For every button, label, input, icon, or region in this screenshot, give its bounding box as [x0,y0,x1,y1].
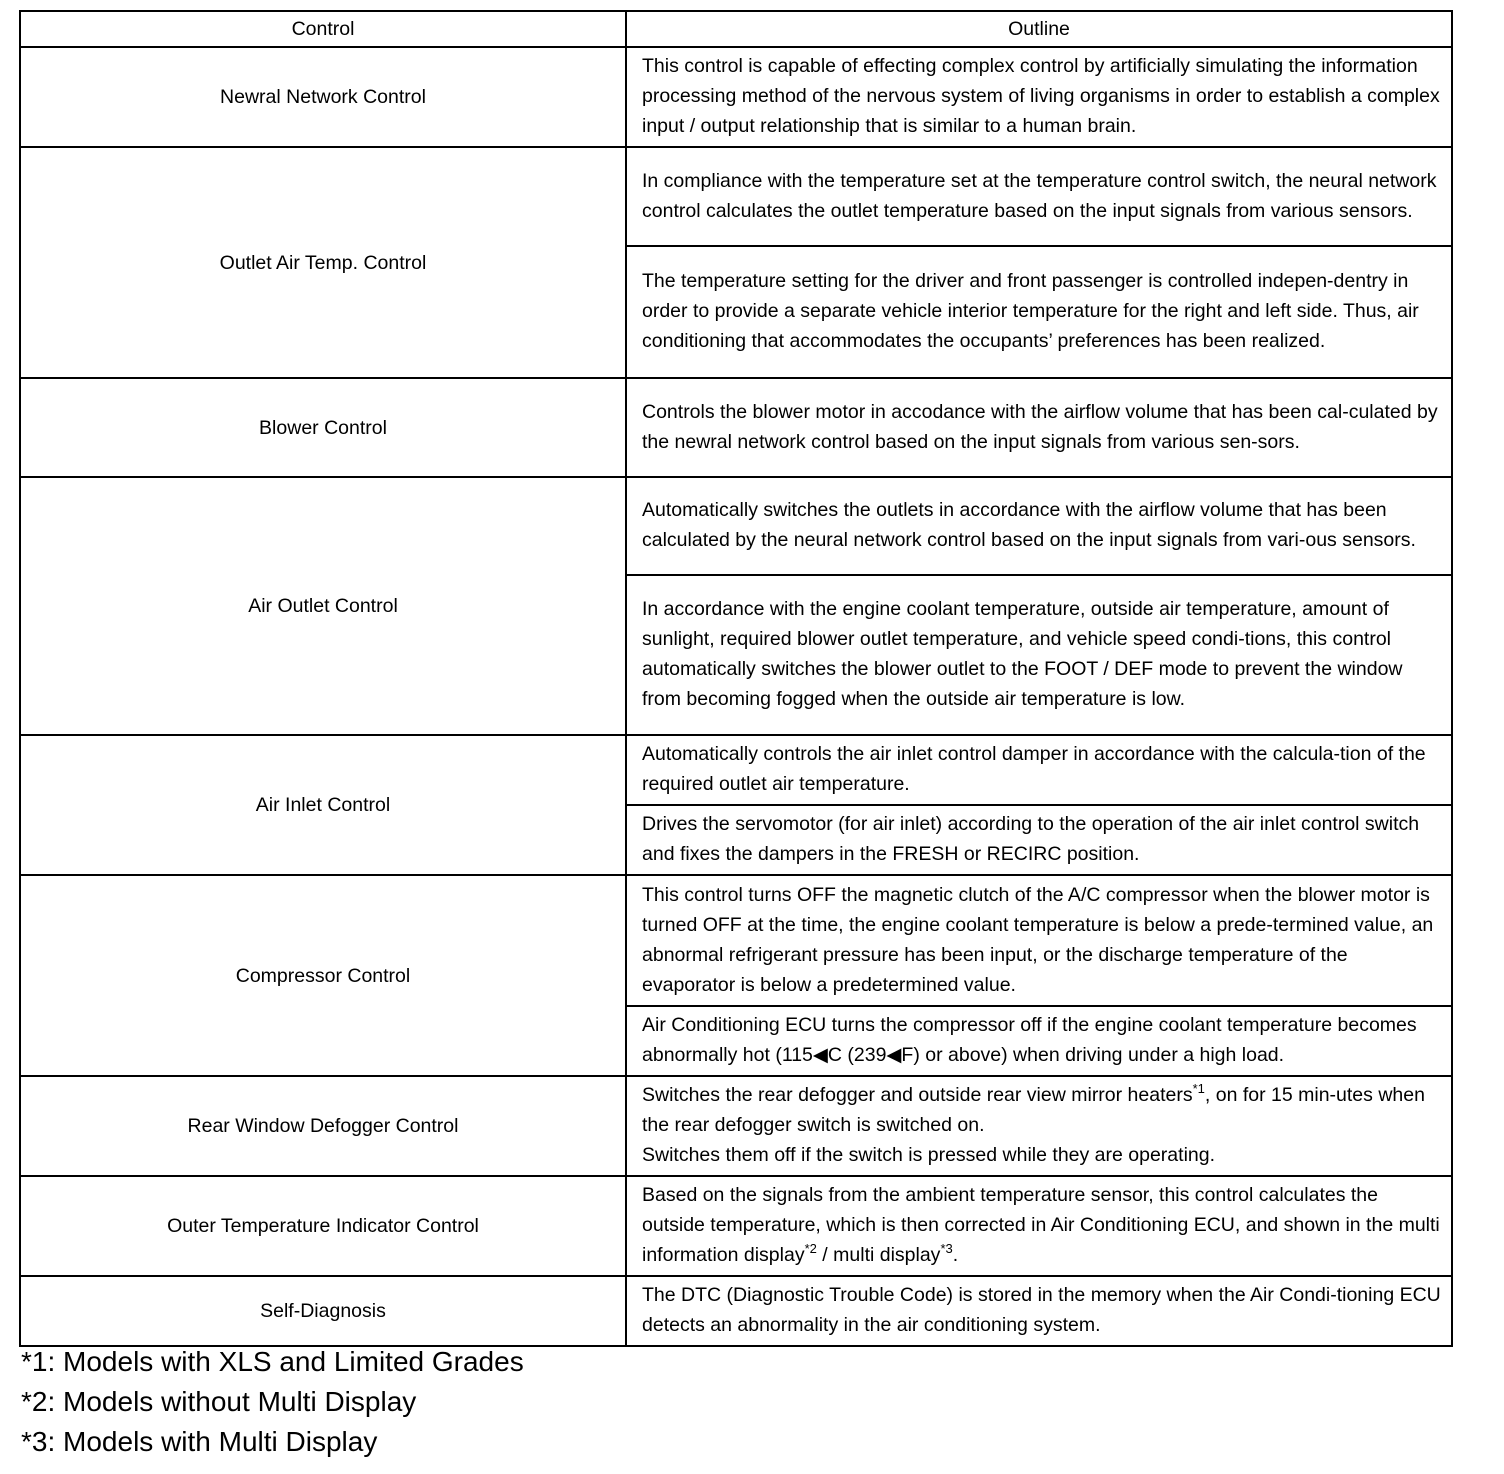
table-row [20,378,1452,477]
outline-text-part: , on for 15 min-utes when the rear defogger switch is switched on. [642,1084,1425,1136]
table-row [20,147,1452,246]
outline-text: In accordance with the engine coolant temperature, outside air temperature, amount of sunlight, required blower outlet temperature, and vehicle speed condi-tions, this control automatically switches the blower outlet to the FOOT / DEF mode to prevent the window from becoming fogged when the outside air temperature is low. [626,575,1452,735]
footnote-ref: *1 [1192,1081,1205,1096]
outline-text-part: / multi display [816,1244,941,1266]
footnote: *3: Models with Multi Display [21,1426,378,1457]
outline-text: The DTC (Diagnostic Trouble Code) is stored in the memory when the Air Condi-tioning ECU detects an abnormality in the air conditioning system. [626,1276,1452,1346]
table-row [20,1176,1452,1276]
table-row [20,875,1452,1006]
outline-text-part: . [952,1244,959,1266]
table-row [20,1076,1452,1176]
table-row [20,735,1452,805]
outline-text: In compliance with the temperature set at the temperature control switch, the neural network control calculates the outlet temperature based on the input signals from various sensors. [626,147,1452,246]
control-name: Rear Window Defogger Control [20,1076,626,1176]
control-name: Air Inlet Control [20,735,626,875]
header-control: Control [20,11,626,47]
footnote: *1: Models with XLS and Limited Grades [21,1346,524,1377]
table-row [20,1276,1452,1346]
outline-text: Drives the servomotor (for air inlet) according to the operation of the air inlet control switch and fixes the dampers in the FRESH or RECIRC position. [626,805,1452,875]
control-name: Compressor Control [20,875,626,1076]
control-name: Blower Control [20,378,626,477]
control-name: Outer Temperature Indicator Control [20,1176,626,1276]
control-name: Outlet Air Temp. Control [20,147,626,378]
outline-text: Automatically switches the outlets in accordance with the airflow volume that has been calculated by the neural network control based on the input signals from vari-ous sensors. [626,477,1452,575]
outline-text: Air Conditioning ECU turns the compressor off if the engine coolant temperature becomes abnormally hot (115◀C (239◀F) or above) when driving under a high load. [626,1006,1452,1076]
footnote: *2: Models without Multi Display [21,1386,417,1417]
outline-text: Automatically controls the air inlet control damper in accordance with the calcula-tion of the required outlet air temperature. [626,735,1452,805]
outline-text-part: Based on the signals from the ambient temperature sensor, this control calculates the outside temperature, which is then corrected in Air Conditioning ECU, and shown in the multi information display [642,1184,1440,1266]
outline-text [626,1176,1452,1276]
outline-text [626,1076,1452,1176]
outline-text: Controls the blower motor in accodance with the airflow volume that has been cal-culated by the newral network control based on the input signals from various sen-sors. [626,378,1452,477]
outline-text-part: Switches the rear defogger and outside rear view mirror heaters [642,1084,1193,1106]
table-row [20,477,1452,575]
table-row [20,47,1452,147]
header-outline: Outline [626,11,1452,47]
control-name: Air Outlet Control [20,477,626,735]
table-header-row [20,11,1452,47]
outline-text: This control turns OFF the magnetic clutch of the A/C compressor when the blower motor is turned OFF at the time, the engine coolant temperature is below a prede-termined value, an abnormal refrigerant pressure has been input, or the discharge temperature of the evaporator is below a predetermined value. [626,875,1452,1006]
footnote-ref: *2 [804,1241,817,1256]
control-name: Newral Network Control [20,47,626,147]
outline-text-part: Switches them off if the switch is pressed while they are operating. [642,1144,1216,1166]
footnotes [21,1342,524,1462]
footnote-ref: *3 [940,1241,953,1256]
control-name: Self-Diagnosis [20,1276,626,1346]
outline-text: This control is capable of effecting complex control by artificially simulating the information processing method of the nervous system of living organisms in order to establish a complex input / output relationship that is similar to a human brain. [626,47,1452,147]
outline-text: The temperature setting for the driver and front passenger is controlled indepen-dentry in order to provide a separate vehicle interior temperature for the right and left side. Thus, air conditioning that accommodates the occupants’ preferences has been realized. [626,246,1452,378]
controls-table [19,10,1453,1347]
